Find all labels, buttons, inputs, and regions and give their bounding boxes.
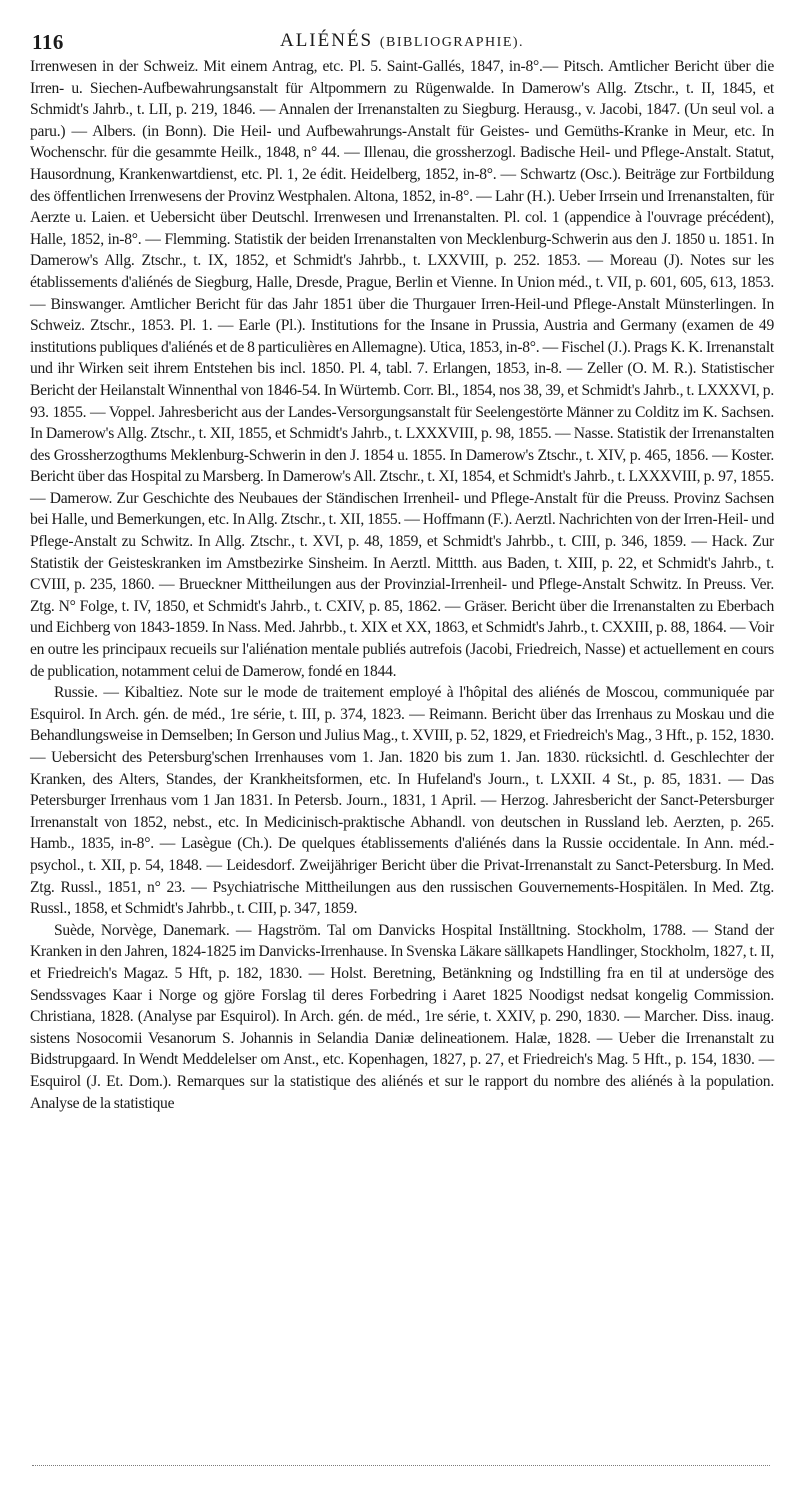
bibliography-paragraph-germany: Irrenwesen in der Schweiz. Mit einem Antrag, etc. Pl. 5. Saint-Gallés, 1847, in-8°.— Pitsch. Amtlicher Bericht über die Irren- u. Siechen-Aufbewahrungsanstalt für Altpommern zu Rügenwalde. In Damerow's Allg. Ztschr., t. II, 1845, et Schmidt's Jahrb., t. LII, p. 219, 1846. — Annalen der Irrenanstalten zu Siegburg. Herausg., v. Jacobi, 1847. (Un seul vol. a paru.) — Albers. (in Bonn). Die Heil- und Aufbewahrungs-Anstalt für Geistes- und Gemüths-Kranke in Meur, etc. In Wochenschr. für die gesammte Heilk., 1848, n° 44. — Illenau, die grossherzogl. Badische Heil- und Pflege-Anstalt. Statut, Hausordnung, Krankenwartdienst, etc. Pl. 1, 2e édit. Heidelberg, 1852, in-8°. — Schwartz (Osc.). Beiträge zur Fortbildung des öffentlichen Irrenwesens der Provinz Westphalen. Altona, 1852, in-8°. — Lahr (H.). Ueber Irrsein und Irrenanstalten, für Aerzte u. Laien. et Uebersicht über Deutschl. Irrenwesen und Irrenanstalten. Pl. col. 1 (appendice à l'ouvrage précédent), Halle, 1852, in-8°. — Flemming. Statistik der beiden Irrenanstalten von Mecklenburg-Schwerin aus den J. 1850 u. 1851. In Damerow's Allg. Ztschr., t. IX, 1852, et Schmidt's Jahrbb., t. LXXVIII, p. 252. 1853. — Moreau (J). Notes sur les établissements d'aliénés de Siegburg, Halle, Dresde, Prague, Berlin et Vienne. In Union méd., t. VII, p. 601, 605, 613, 1853. — Binswanger. Amtlicher Bericht für das Jahr 1851 über die Thurgauer Irren-Heil-und Pflege-Anstalt Münsterlingen. In Schweiz. Ztschr., 1853. Pl. 1. — Earle (Pl.). Institutions for the Insane in Prussia, Austria and Germany (examen de 49 institutions publiques d'aliénés et de 8 particulières en Allemagne). Utica, 1853, in-8°. — Fischel (J.). Prags K. K. Irrenanstalt und ihr Wirken seit ihrem Entstehen bis incl. 1850. Pl. 4, tabl. 7. Erlangen, 1853, in-8. — Zeller (O. M. R.). Statistischer Bericht der Heilanstalt Winnenthal von 1846-54. In Würtemb. Corr. Bl., 1854, nos 38, 39, et Schmidt's Jahrb., t. LXXXVI, p. 93. 1855. — Voppel. Jahresbericht aus der Landes-Versorgungsanstalt für Seelengestörte Männer zu Colditz im K. Sachsen. In Damerow's Allg. Ztschr., t. XII, 1855, et Schmidt's Jahrb., t. LXXXVIII, p. 98, 1855. — Nasse. Statistik der Irrenanstalten des Grossherzogthums Meklenburg-Schwerin in den J. 1854 u. 1855. In Damerow's Ztschr., t. XIV, p. 465, 1856. — Koster. Bericht über das Hospital zu Marsberg. In Damerow's All. Ztschr., t. XI, 1854, et Schmidt's Jahrb., t. LXXXVIII, p. 97, 1855. — Damerow. Zur Geschichte des Neubaues der Ständischen Irrenheil- und Pflege-Anstalt für die Preuss. Provinz Sachsen bei Halle, und Bemerkungen, etc. In Allg. Ztschr., t. XII, 1855. — Hoffmann (F.). Aerztl. Nachrichten von der Irren-Heil- und Pflege-Anstalt zu Schwitz. In Allg. Ztschr., t. XVI, p. 48, 1859, et Schmidt's Jahrbb., t. CIII, p. 346, 1859. — Hack. Zur Statistik der Geisteskranken im Amstbezirke Sinsheim. In Aerztl. Mittth. aus Baden, t. XIII, p. 22, et Schmidt's Jahrb., t. CVIII, p. 235, 1860. — Brueckner Mittheilungen aus der Provinzial-Irrenheil- und Pflege-Anstalt Schwitz. In Preuss. Ver. Ztg. N° Folge, t. IV, 1850, et Schmidt's Jahrb., t. CXIV, p. 85, 1862. — Gräser. Bericht über die Irrenanstalten zu Eberbach und Eichberg von 1843-1859. In Nass. Med. Jahrbb., t. XIX et XX, 1863, et Schmidt's Jahrb., t. CXXIII, p. 88, 1864. — Voir en outre les principaux recueils sur l'aliénation mentale publiés autrefois (Jacobi, Friedreich, Nasse) et actuellement en cours de publication, notamment celui de Damerow, fondé en 1844. [30,58,774,680]
page-number: 116 [32,30,64,54]
running-title [30,30,774,52]
footer-dotted-rule [32,1465,770,1466]
running-title-subtitle: (BIBLIOGRAPHIE). [379,35,525,50]
running-title-main: ALIÉNÉS [279,30,374,51]
page-header [30,22,774,52]
bibliography-paragraph-scandinavia: Suède, Norvège, Danemark. — Hagström. Tal om Danvicks Hospital Inställtning. Stockholm, 1788. — Stand der Kranken in den Jahren, 1824-1825 im Danvicks-Irrenhause. In Svenska Läkare sällkapets Handlinger, Stockholm, 1827, t. II, et Friedreich's Magaz. 5 Hft, p. 182, 1830. — Holst. Beretning, Betänkning og Indstilling fra en til at undersöge des Sendssvages Kaar i Norge og gjöre Forslag til deres Forbedring i Aaret 1825 Noodigst nedsat kongelig Commission. Christiana, 1828. (Analyse par Esquirol). In Arch. gén. de méd., 1re série, t. XXIV, p. 290, 1830. — Marcher. Diss. inaug. sistens Nosocomii Vesanorum S. Johannis in Selandia Daniæ delineationem. Halæ, 1828. — Ueber die Irrenanstalt zu Bidstrupgaard. In Wendt Meddelelser om Anst., etc. Kopenhagen, 1827, p. 27, et Friedreich's Mag. 5 Hft., p. 154, 1830. — Esquirol (J. Et. Dom.). Remarques sur la statistique des aliénés et sur le rapport du nombre des aliénés à la population. Analyse de la statistique [30,921,774,1112]
bibliography-text [30,56,774,1114]
bibliography-paragraph-russia: Russie. — Kibaltiez. Note sur le mode de traitement employé à l'hôpital des aliénés de Moscou, communiquée par Esquirol. In Arch. gén. de méd., 1re série, t. III, p. 374, 1823. — Reimann. Bericht über das Irrenhaus zu Moskau und die Behandlungsweise in Demselben; In Gerson und Julius Mag., t. XVIII, p. 52, 1829, et Friedreich's Mag., 3 Hft., p. 152, 1830. — Uebersicht des Petersburg'schen Irrenhauses vom 1. Jan. 1820 bis zum 1. Jan. 1830. rücksichtl. d. Geschlechter der Kranken, des Alters, Standes, der Krankheitsformen, etc. In Hufeland's Journ., t. LXXII. 4 St., p. 85, 1831. — Das Petersburger Irrenhaus vom 1 Jan 1831. In Petersb. Journ., 1831, 1 April. — Herzog. Jahresbericht der Sanct-Petersburger Irrenanstalt von 1852, nebst., etc. In Medicinisch-praktische Abhandl. von deutschen in Russland leb. Aerzten, p. 265. Hamb., 1835, in-8°. — Lasègue (Ch.). De quelques établissements d'aliénés dans la Russie occidentale. In Ann. méd.-psychol., t. XII, p. 54, 1848. — Leidesdorf. Zweijähriger Bericht über die Privat-Irrenanstalt zu Sanct-Petersburg. In Med. Ztg. Russl., 1851, n° 23. — Psychiatrische Mittheilungen aus den russischen Gouvernements-Hospitälen. In Med. Ztg. Russl., 1858, et Schmidt's Jahrbb., t. CIII, p. 347, 1859. [30,684,774,918]
